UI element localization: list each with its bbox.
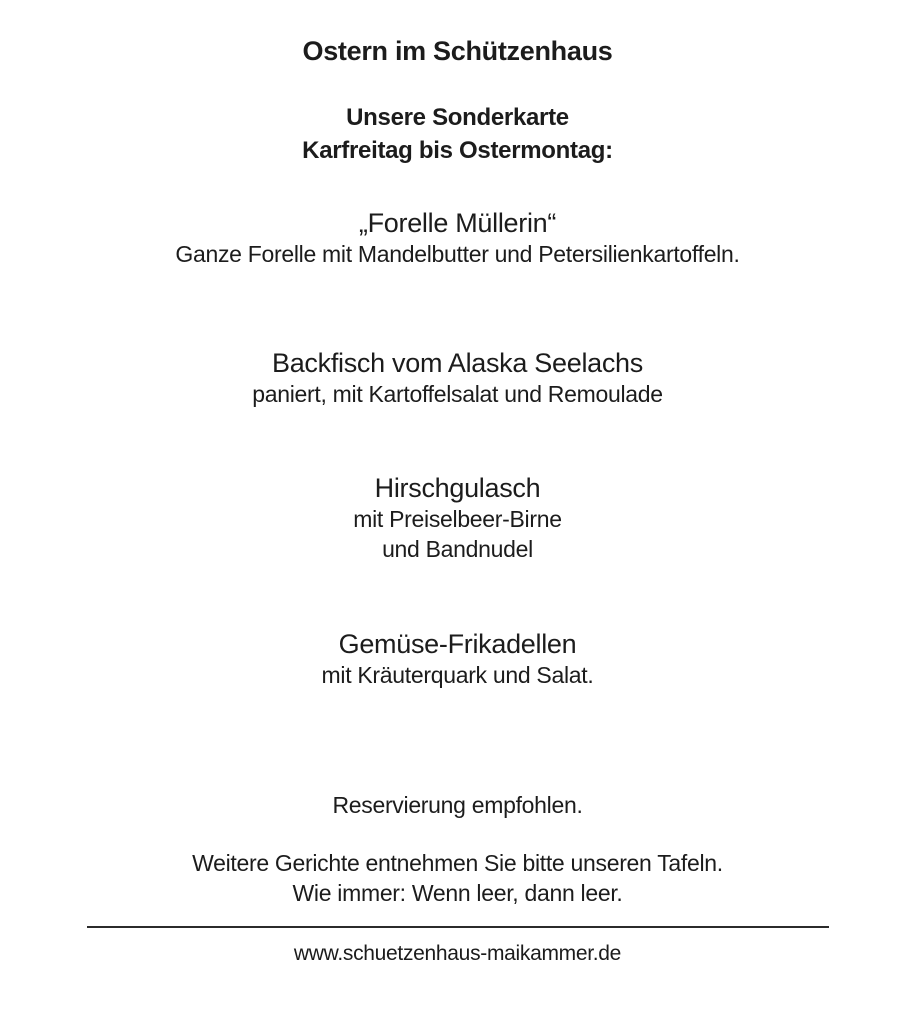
dish-description: mit Preiselbeer-Birne [353,506,562,532]
dish-hirschgulasch [0,472,915,564]
website-url: www.schuetzenhaus-maikammer.de [293,942,622,965]
reservation-note: Reservierung empfohlen. [332,792,583,818]
dish-description: mit Kräuterquark und Salat. [321,662,594,688]
footer-note-line-2: Wie immer: Wenn leer, dann leer. [292,880,623,906]
footer-notes [0,848,915,908]
subtitle-line-2: Karfreitag bis Ostermontag: [302,137,613,164]
dish-name: Hirschgulasch [374,473,541,503]
page-title: Ostern im Schützenhaus [302,36,613,66]
dish-name: „Forelle Müllerin“ [358,208,557,238]
dish-backfisch [0,347,915,409]
dish-description: Ganze Forelle mit Mandelbutter und Petersilienkartoffeln. [175,241,740,267]
dish-name: Backfisch vom Alaska Seelachs [272,348,643,378]
dish-name: Gemüse-Frikadellen [338,629,577,659]
footer-note-line-1: Weitere Gerichte entnehmen Sie bitte unseren Tafeln. [192,850,723,876]
dish-description: paniert, mit Kartoffelsalat und Remoulade [252,381,663,407]
menu-subtitle [0,101,915,167]
dish-description: und Bandnudel [382,536,533,562]
dish-gemuese-frikadellen [0,628,915,690]
subtitle-line-1: Unsere Sonderkarte [346,104,569,131]
divider-line [87,926,829,928]
dish-forelle [0,207,915,269]
